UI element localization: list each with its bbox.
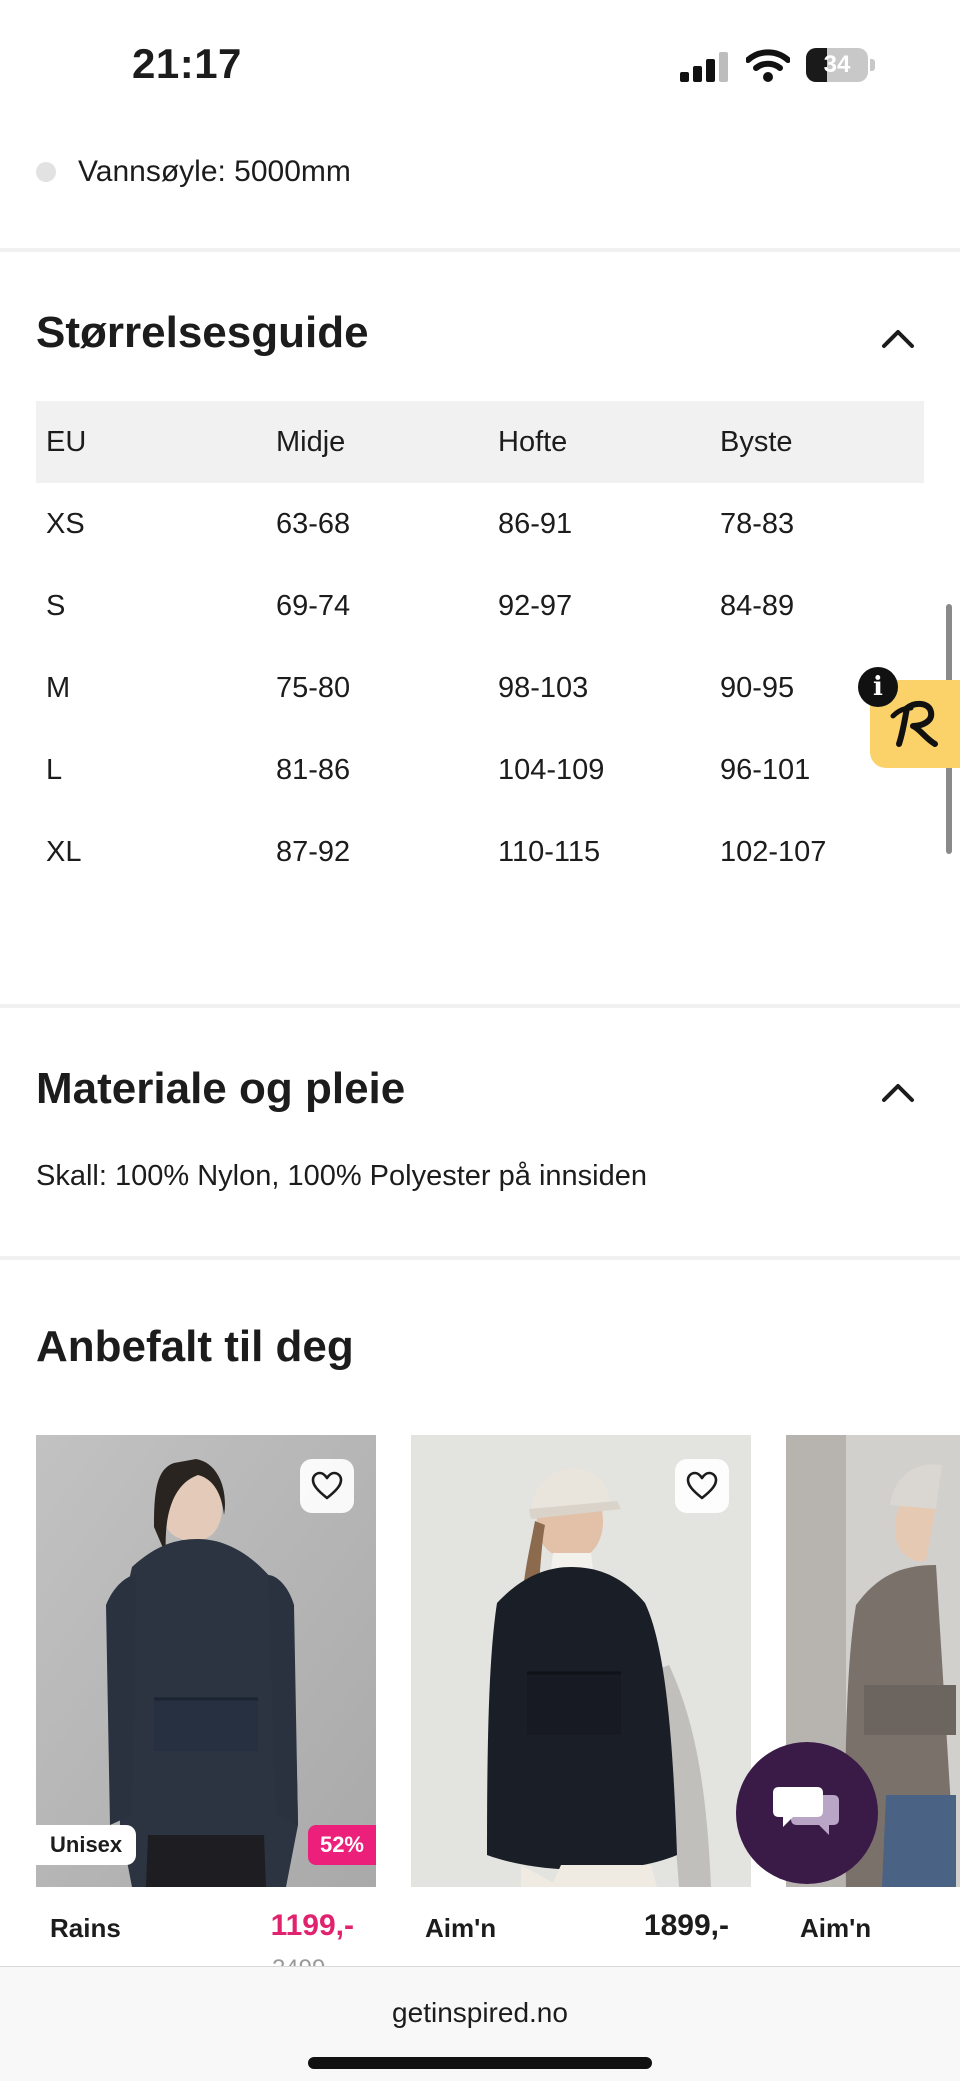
battery-level: 34 [823, 51, 851, 78]
status-bar [0, 0, 960, 120]
table-cell: L [46, 753, 63, 786]
chevron-up-icon[interactable] [878, 1076, 918, 1106]
product-brand[interactable]: Aim'n [800, 1913, 872, 1943]
unisex-badge: Unisex [36, 1825, 136, 1865]
discount-badge: 52% [308, 1825, 376, 1865]
recommended-title: Anbefalt til deg [36, 1322, 354, 1371]
header-cell: Midje [276, 425, 346, 458]
signal-icon [680, 52, 730, 82]
chat-button[interactable] [736, 1742, 878, 1884]
favorite-button[interactable] [675, 1459, 729, 1513]
table-cell: XS [46, 507, 85, 540]
table-row [36, 647, 924, 729]
product-brand[interactable]: Rains [50, 1913, 121, 1943]
product-price: 1199,- [270, 1909, 354, 1942]
table-cell: 96-101 [720, 753, 811, 786]
material-title[interactable]: Materiale og pleie [36, 1064, 406, 1113]
section-divider [0, 1004, 960, 1008]
table-cell: 110-115 [498, 835, 601, 868]
favorite-button[interactable] [300, 1459, 354, 1513]
table-row [36, 811, 924, 893]
table-cell: S [46, 589, 66, 622]
header-cell: Hofte [498, 425, 568, 458]
table-cell: 84-89 [720, 589, 795, 622]
table-cell: 69-74 [276, 589, 351, 622]
table-cell: 75-80 [276, 671, 351, 704]
table-cell: 78-83 [720, 507, 795, 540]
section-divider [0, 248, 960, 252]
spec-bullet [36, 150, 351, 194]
table-row [36, 565, 924, 647]
table-cell: 102-107 [720, 835, 827, 868]
bullet-dot [36, 162, 56, 182]
table-cell: 81-86 [276, 753, 351, 786]
chat-icon [771, 1783, 843, 1843]
status-time: 21:17 [132, 40, 242, 87]
size-table-header [36, 401, 924, 483]
table-cell: XL [46, 835, 82, 868]
battery-icon [806, 48, 876, 82]
table-cell: 63-68 [276, 507, 351, 540]
chevron-up-icon[interactable] [878, 322, 918, 352]
browser-bottom-bar [0, 1966, 960, 2081]
table-cell: 104-109 [498, 753, 605, 786]
header-cell: Byste [720, 425, 793, 458]
table-cell: 86-91 [498, 507, 573, 540]
url-bar[interactable]: getinspired.no [392, 1997, 568, 2028]
material-text: Skall: 100% Nylon, 100% Polyester på innsiden [36, 1160, 647, 1192]
heart-icon [311, 1471, 343, 1501]
size-guide-title[interactable]: Størrelsesguide [36, 308, 369, 357]
table-row [36, 483, 924, 565]
table-cell: 98-103 [498, 671, 589, 704]
product-brand[interactable]: Aim'n [425, 1913, 497, 1943]
size-table [36, 401, 924, 893]
water-column-text: Vannsøyle: 5000mm [78, 155, 351, 188]
table-cell: 90-95 [720, 671, 795, 704]
product-price: 1899,- [643, 1909, 729, 1942]
section-divider [0, 1256, 960, 1260]
table-cell: M [46, 671, 71, 704]
product-image[interactable] [36, 1435, 376, 1887]
table-cell: 92-97 [498, 589, 573, 622]
info-icon[interactable]: i [858, 667, 898, 707]
table-row [36, 729, 924, 811]
heart-icon [686, 1471, 718, 1501]
reward-r-icon [885, 696, 945, 752]
product-image[interactable] [411, 1435, 751, 1887]
table-cell: 87-92 [276, 835, 351, 868]
header-cell: EU [46, 425, 87, 458]
home-indicator[interactable] [308, 2057, 652, 2069]
wifi-icon [746, 48, 790, 82]
